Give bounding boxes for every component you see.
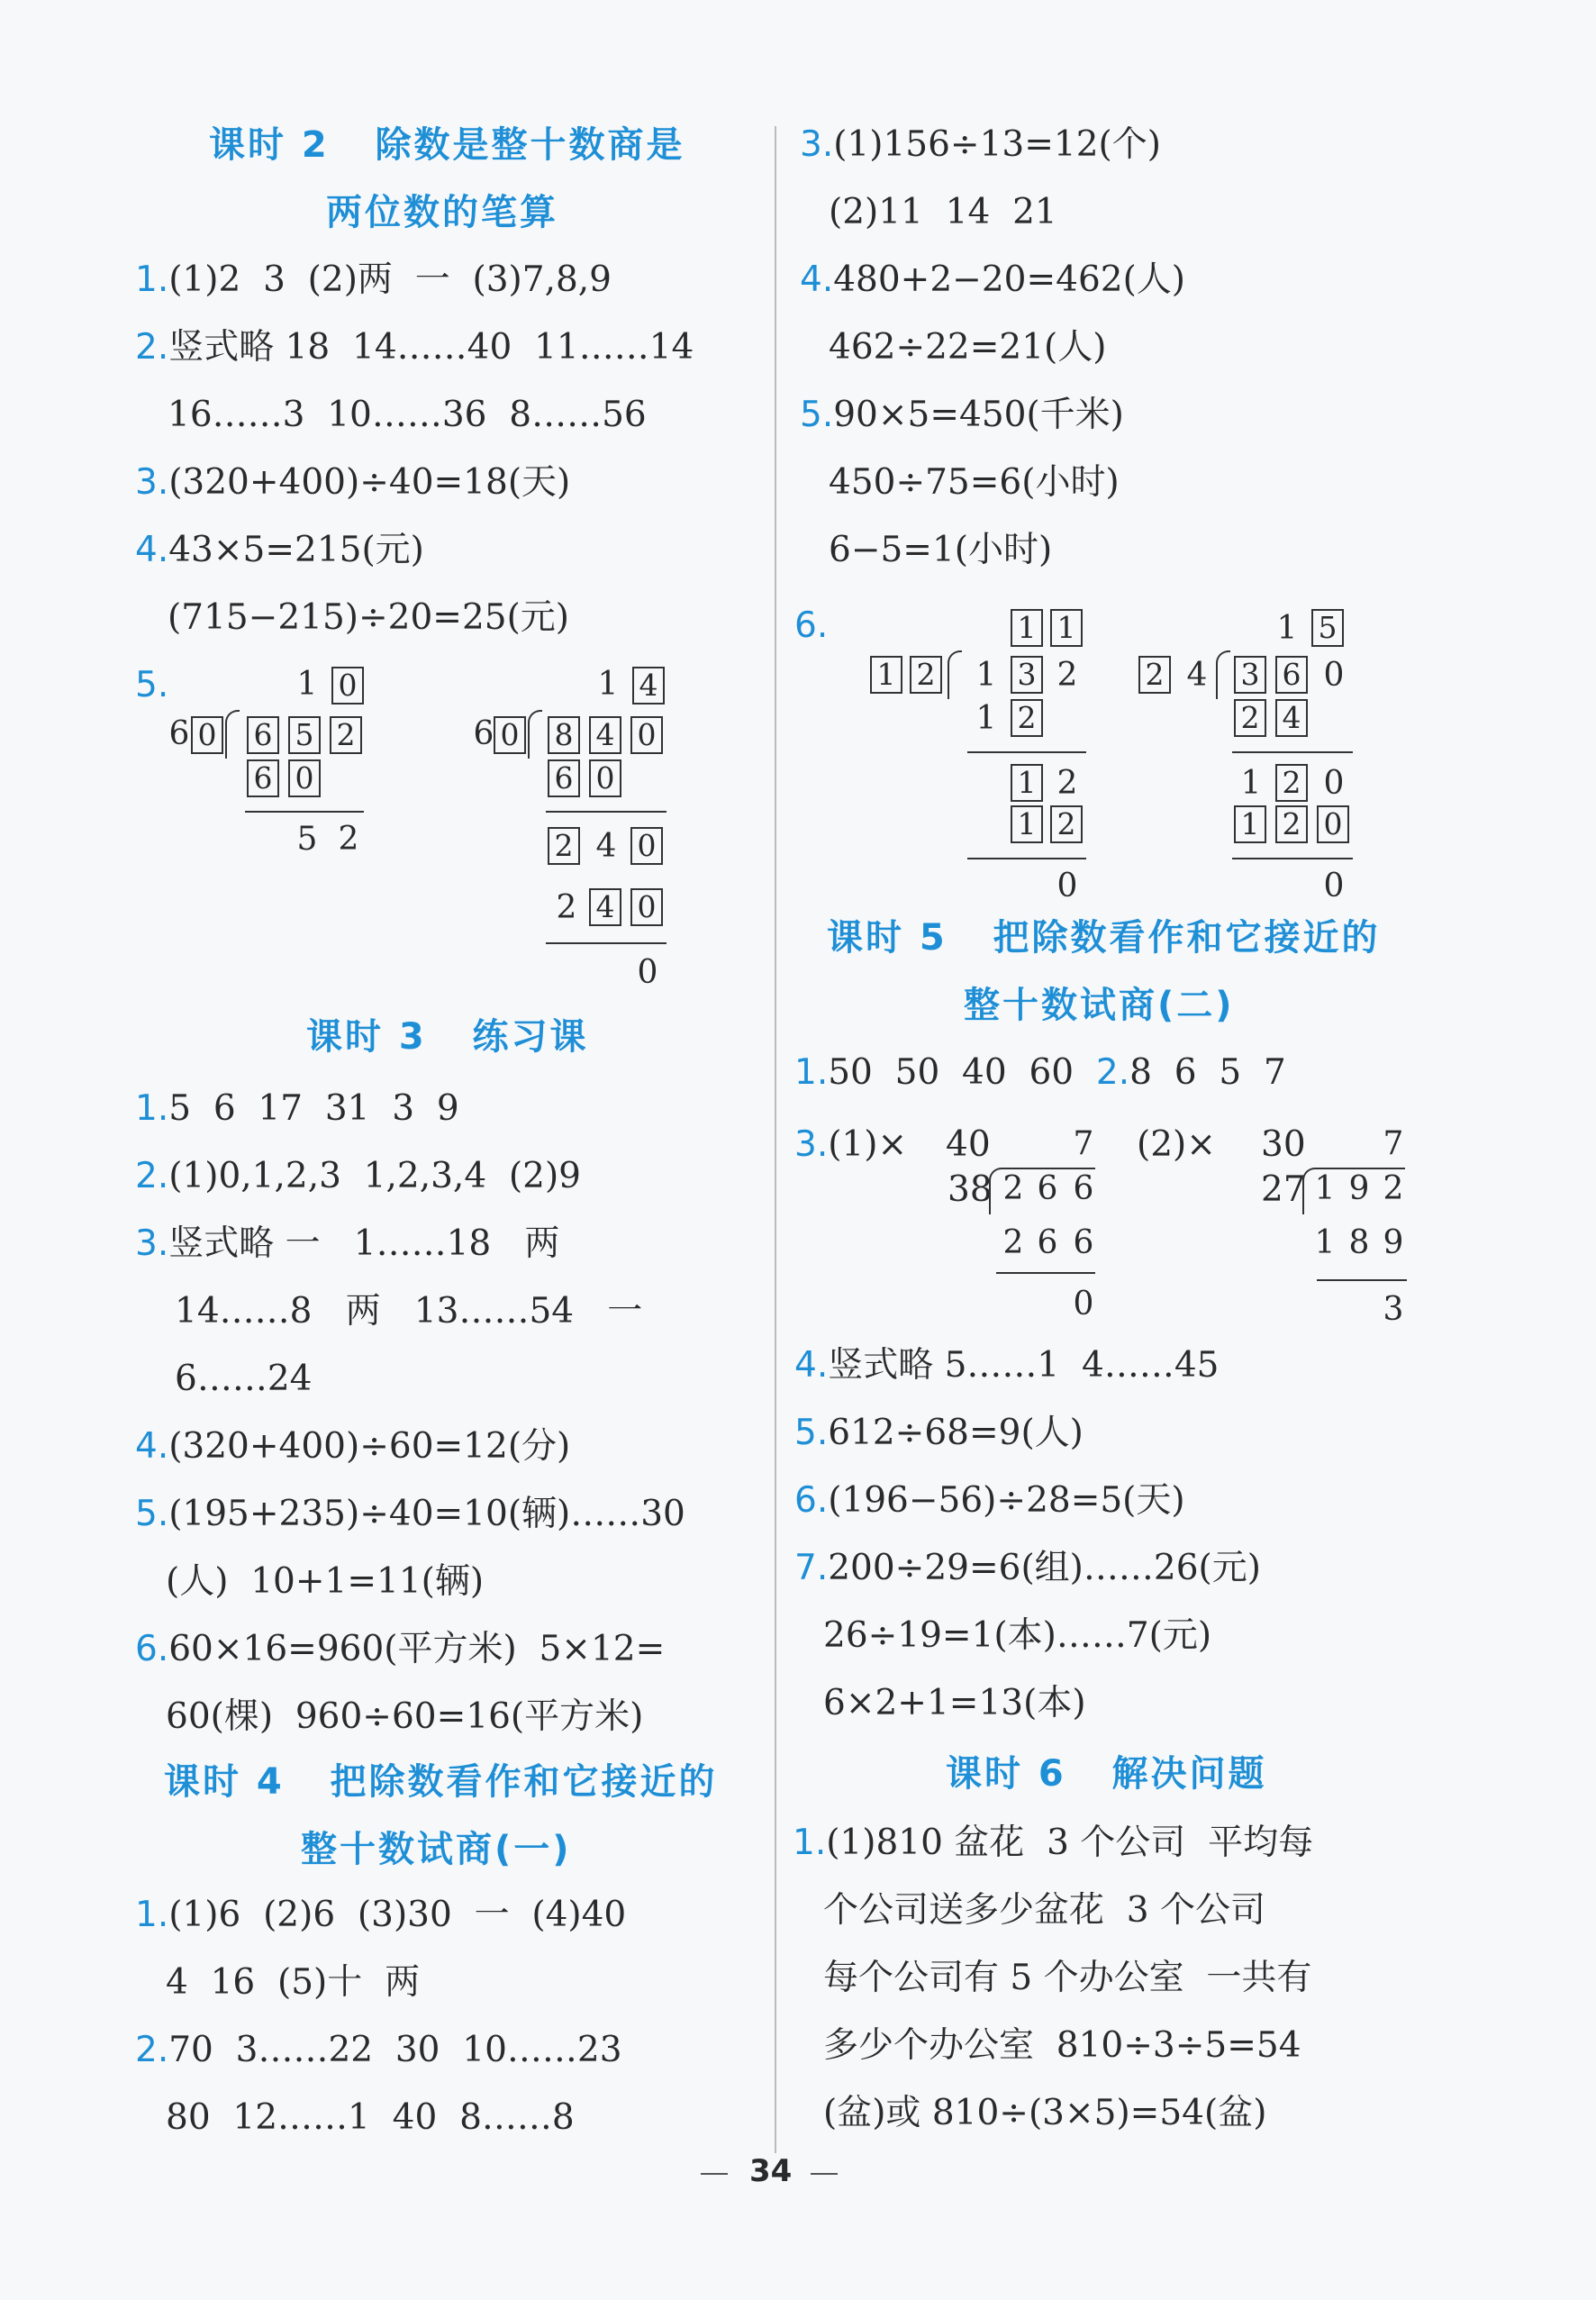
subtract-digit: 1 [975,700,997,737]
answer-text: 480+2−20=462(人) [833,259,1185,300]
answer-text: 70 3……22 30 10……23 [168,2030,622,2070]
answer-line: 60(棵) 960÷60=16(平方米) [166,1696,644,1737]
answer-line [135,256,612,305]
remainder-digit: 3 [1383,1291,1404,1328]
subtract-box: 2 [1011,699,1043,737]
rule-line [546,811,667,813]
dividend-box: 5 [288,716,321,754]
answer-line [794,1121,907,1169]
subtract-digit: 9 [1383,1224,1404,1261]
middle-digit: 2 [1056,765,1078,802]
section-heading: 课时 3 练习课 [306,1016,589,1058]
answer-line [135,1085,459,1133]
item-number: 2. [1095,1052,1130,1093]
dividend-digit: 9 [1348,1170,1370,1207]
dividend-digit: 2 [1383,1170,1404,1207]
answer-line [135,661,168,710]
division-bracket [528,710,542,759]
answer-text: (1)0,1,2,3 1,2,3,4 (2)9 [168,1156,581,1196]
dividend-digit: 1 [975,657,997,694]
answer-line [135,323,694,372]
answer-line: 14……8 两 13……54 一 [175,1291,643,1332]
answer-text: (1)810 盆花 3 个公司 平均每 [826,1823,1314,1863]
divisor-box: 0 [494,716,526,754]
answer-text: 8 6 5 7 [1129,1052,1286,1093]
rule-line [546,942,667,944]
answer-line: 16……3 10……36 8……56 [168,395,647,435]
subtract-box: 6 [548,759,580,797]
item-number: 4. [800,259,834,300]
section-heading: 整十数试商(二) [964,985,1235,1026]
quotient-digit: 1 [597,666,619,703]
answer-text: 200÷29=6(组)……26(元) [828,1548,1261,1588]
answer-text: 竖式略 5……1 4……45 [828,1345,1220,1386]
dividend-box: 4 [589,716,621,754]
subtract-digit: 6 [1037,1224,1058,1261]
subtract-box: 6 [247,759,279,797]
quotient-digit: 7 [1073,1125,1094,1162]
remainder-digit: 0 [1323,868,1345,905]
answer-line: 6……24 [175,1359,313,1399]
divisor-box: 0 [191,716,223,754]
answer-line [794,1544,1261,1593]
remainder-digit: 2 [338,821,359,858]
footer-dash [701,2173,728,2175]
middle-digit: 1 [1240,765,1262,802]
item-number: 2. [135,1156,169,1196]
subtract-digit: 1 [1314,1224,1336,1261]
dividend-digit: 6 [1073,1170,1094,1207]
answer-text: 43×5=215(元) [168,530,424,570]
section-heading: 两位数的笔算 [326,192,558,233]
middle-box: 1 [1011,764,1043,802]
dividend-box: 3 [1234,656,1266,694]
rule-line [1232,751,1353,753]
quotient-box: 4 [632,667,665,705]
answer-line: 6×2+1=13(本) [823,1683,1086,1723]
quotient-box: 1 [1050,609,1083,647]
item-number: 6. [794,1480,829,1521]
answer-text: 90×5=450(千米) [833,395,1124,435]
rule-line [996,1272,1095,1274]
answer-line [135,1490,685,1539]
item-number: 5. [135,665,169,705]
subtract-digit: 2 [556,889,577,926]
rule-line [1232,858,1353,859]
section-heading: 课时 4 把除数看作和它接近的 [164,1761,718,1803]
answer-line [135,1423,570,1471]
section-heading: 课时 5 把除数看作和它接近的 [827,917,1381,959]
subtract-box: 2 [1275,805,1308,843]
divisor-digit: 4 [1186,657,1208,694]
divisor-value: 27 [1261,1169,1306,1210]
dividend-digit: 6 [1037,1170,1058,1207]
middle-box: 2 [1275,764,1308,802]
estimate-value: 30 [1261,1124,1306,1165]
answer-line: 450÷75=6(小时) [829,462,1120,503]
rule-line [967,858,1086,859]
quotient-box: 0 [331,667,364,705]
dividend-box: 3 [1011,656,1043,694]
dividend-box: 8 [548,716,580,754]
answer-text: (1)6 (2)6 (3)30 一 (4)40 [168,1895,627,1935]
rule-line [967,751,1086,753]
answer-line: 每个公司有 5 个办公室 一共有 [823,1958,1312,1998]
answer-line: (人) 10+1=11(辆) [166,1561,485,1602]
quotient-digit: 1 [1276,610,1298,647]
column-divider [775,126,776,2153]
middle-digit: 4 [595,828,617,865]
item-number: 5. [135,1494,169,1534]
answer-line [800,391,1124,440]
remainder-digit: 0 [1056,868,1078,905]
item-number: 2. [135,2030,169,2070]
answer-text: 60×16=960(平方米) 5×12= [168,1629,666,1669]
subtract-box: 0 [630,888,663,926]
answer-line: 4 16 (5)十 两 [166,1962,421,2003]
section-heading: 整十数试商(一) [301,1829,572,1870]
answer-text: (1)2 3 (2)两 一 (3)7,8,9 [168,259,612,300]
item-number: 4. [794,1345,829,1386]
answer-line: 462÷22=21(人) [829,327,1107,368]
rule-line [1002,1168,1095,1169]
answer-text: (1)× [828,1124,908,1165]
divisor-digit: 6 [168,715,190,752]
answer-line [794,1477,1185,1525]
answer-line: (盆)或 810÷(3×5)=54(盆) [823,2093,1267,2133]
answer-line [135,459,570,507]
answer-line [794,1049,1286,1097]
answer-line [135,1220,559,1268]
answer-text: (320+400)÷40=18(天) [168,462,571,503]
subtract-box: 2 [1050,805,1083,843]
division-bracket [1216,650,1230,699]
item-number: 1. [793,1823,827,1863]
answer-line [135,1891,626,1940]
answer-line [800,256,1185,305]
dividend-box: 2 [330,716,362,754]
dividend-box: 0 [630,716,663,754]
item-number: 3. [800,124,834,165]
divisor-box: 1 [870,656,902,694]
subtract-digit: 2 [1002,1224,1024,1261]
divisor-box: 2 [1138,656,1171,694]
subtract-box: 1 [1234,805,1266,843]
item-number: 4. [135,530,169,570]
answer-line: 多少个办公室 810÷3÷5=54 [823,2025,1301,2066]
quotient-box: 1 [1011,609,1043,647]
rule-line [245,811,364,813]
item-number: 3. [135,1223,169,1264]
item-number: 4. [135,1426,169,1467]
item-number: 1. [135,259,169,300]
middle-box: 0 [630,827,663,865]
dividend-digit: 2 [1002,1170,1024,1207]
section-heading: 课时 6 解决问题 [946,1753,1267,1795]
subtract-box: 0 [589,759,621,797]
page-number: 34 [749,2153,793,2189]
subtract-digit: 6 [1073,1224,1094,1261]
footer-dash [811,2173,838,2175]
division-bracket [225,710,240,759]
answer-line: (2)× [1137,1124,1216,1165]
middle-box: 2 [548,827,580,865]
item-number: 7. [794,1548,829,1588]
dividend-digit: 1 [1314,1170,1336,1207]
dividend-box: 6 [247,716,279,754]
middle-digit: 0 [1323,765,1345,802]
answer-line [135,526,424,575]
item-number: 5. [794,1413,829,1453]
subtract-box: 0 [288,759,321,797]
answer-line: 6−5=1(小时) [829,530,1053,570]
answer-line: 个公司送多少盆花 3 个公司 [823,1890,1266,1931]
section-heading: 课时 2 除数是整十数商是 [209,124,685,166]
rule-line [1317,1279,1407,1281]
answer-line: (715−215)÷20=25(元) [168,597,570,638]
remainder-digit: 0 [637,954,658,991]
item-number: 1. [794,1052,829,1093]
item-number: 5. [800,395,834,435]
answer-text: 50 50 40 60 [828,1052,1096,1093]
answer-text: (195+235)÷40=10(辆)……30 [168,1494,685,1534]
answer-text: 竖式略 一 1……18 两 [168,1223,560,1264]
division-bracket [948,650,962,699]
dividend-digit: 2 [1056,657,1078,694]
subtract-box: 2 [1234,699,1266,737]
quotient-box: 5 [1311,609,1344,647]
answer-line [793,1819,1313,1868]
answer-text: 612÷68=9(人) [828,1413,1084,1453]
quotient-digit: 1 [296,666,318,703]
subtract-box: 4 [1275,699,1308,737]
item-number: 1. [135,1895,169,1935]
item-number: 6. [794,605,829,646]
answer-line [794,1341,1219,1390]
answer-text: 5 6 17 31 3 9 [168,1088,459,1129]
subtract-box: 4 [589,888,621,926]
divisor-value: 38 [948,1169,993,1210]
subtract-box: 1 [1011,805,1043,843]
remainder-digit: 0 [1073,1286,1094,1323]
answer-line: (2)11 14 21 [829,192,1057,232]
rule-line [1315,1168,1405,1169]
item-number: 2. [135,327,169,368]
answer-line [135,1625,665,1674]
dividend-digit: 0 [1323,657,1345,694]
answer-line: 80 12……1 40 8……8 [166,2097,575,2138]
item-number: 3. [794,1124,829,1165]
answer-text: (320+400)÷60=12(分) [168,1426,571,1467]
subtract-digit: 8 [1348,1224,1370,1261]
dividend-box: 6 [1275,656,1308,694]
answer-text: 竖式略 18 14……40 11……14 [168,327,694,368]
item-number: 1. [135,1088,169,1129]
answer-line [794,1409,1084,1458]
estimate-value: 40 [946,1124,991,1165]
answer-line [800,121,1161,169]
divisor-box: 2 [910,656,942,694]
answer-line [135,1152,581,1201]
answer-line: 26÷19=1(本)……7(元) [823,1615,1212,1656]
divisor-digit: 6 [473,715,494,752]
item-number: 6. [135,1629,169,1669]
answer-line [794,602,828,650]
answer-line [135,2026,622,2075]
answer-text: (196−56)÷28=5(天) [828,1480,1185,1521]
subtract-box: 0 [1317,805,1349,843]
answer-text: (1)156÷13=12(个) [833,124,1161,165]
quotient-digit: 7 [1383,1125,1404,1162]
remainder-digit: 5 [296,821,318,858]
item-number: 3. [135,462,169,503]
